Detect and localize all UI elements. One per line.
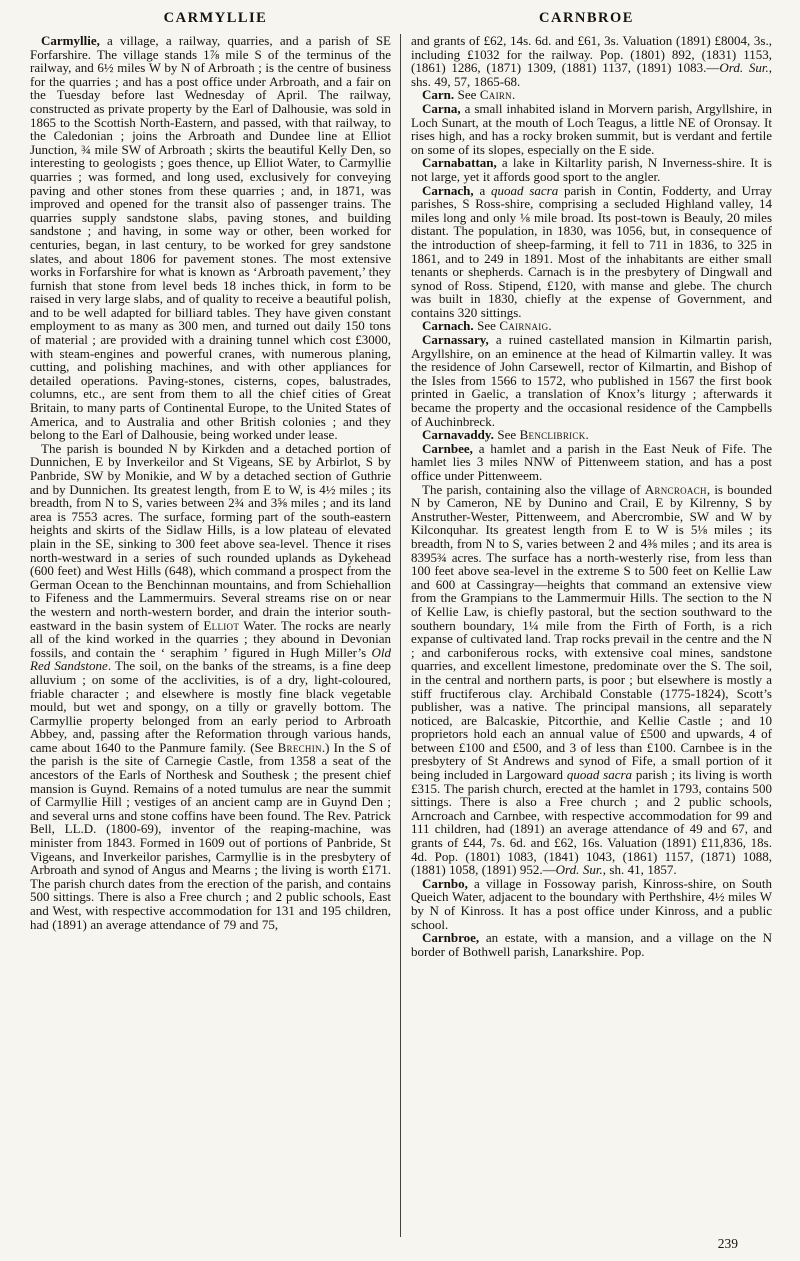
entry-paragraph [411, 931, 772, 958]
entry-text: and grants of £62, 14s. 6d. and £61, 3s. Valuation (1891) £8004, 3s., including £1032 for the railway. Pop. (1801) 892, (1831) 1153, (1861) 1286, (1871) 1309, (1881) 1137, (1891) 1083.— [411, 33, 772, 76]
entry-text: The parish, containing also the village of [422, 481, 645, 497]
entry-text: . [585, 427, 589, 443]
entry-text: Old Red Sandstone [30, 644, 391, 674]
entry-text: quoad sacra [491, 182, 559, 198]
entry-paragraph [30, 442, 391, 931]
entry-text: Brechin [277, 739, 322, 755]
entry-text: . [511, 87, 516, 103]
entry-text: a lake in Kiltarlity parish, N Inverness-shire. It is not large, yet it affords good sport to the angler. [411, 155, 772, 184]
entry-paragraph [411, 877, 772, 931]
entry-text: a small inhabited island in Morvern parish, Argyllshire, in Loch Sunart, at the mouth of Loch Teagus, a little NE of Oronsay. It rises high, and has a rocky broken summit, but is verdant and fertile on some of its slopes, especially on the E side. [411, 100, 772, 157]
entry-text: a ruined castellated mansion in Kilmartin parish, Argyllshire, on an eminence at the head of Kilmartin valley. It was the residence of John Carsewell, rector of Kilmartin, and Bishop of the Isles from 1566 to 1572, who published in 1567 the first book printed in Gaelic, a translation of Knox’s liturgy ; afterwards it became the property and the occasional residence of the Campbells of Auchinbreck. [411, 332, 772, 429]
entry-name: Carnabattan, [422, 155, 497, 171]
left-column-header: CARMYLLIE [163, 10, 268, 26]
entry-paragraph [411, 156, 772, 183]
entry-text: Water. The rocks are nearly all of the kind worked in the quarries ; they abound in Devonian fossils, and contain the ‘ seraphim ’ figured in Hugh Miller’s [30, 617, 391, 660]
right-column-header: CARNBROE [539, 10, 634, 26]
entry-text: Benclibrick [519, 427, 586, 443]
entry-name: Carmyllie, [41, 33, 100, 48]
entry-paragraph [411, 88, 772, 102]
page-number: 239 [712, 1236, 738, 1252]
entry-text: The parish is bounded N by Kirkden and a detached portion of Dunnichen, E by Inverkeilor and St Vigeans, SE by Arbirlot, S by Panbride, SW by Monikie, and W by a detached section of Guthrie and by Dunnichen. Its greatest length, from E to W, is 4½ miles ; its breadth, from N to S, varies between 2¾ and 3⅝ miles ; and its land area is 7553 acres. The surface, forming part of the south-eastern heights and skirts of the Sidlaw Hills, is a low plateau of elevated plain in the SE, sinking to 300 feet above sea-level. Thence it rises north-westward in a series of such rounded uplands as Dykehead (600 feet) and West Hills (648), which command a prospect from the German Ocean to the Benchinnan mountains, and from Schiehallion to Fifeness and the Lammermuirs. Several streams rise on or near the western and north-western border, and drain the interior south-eastward in the basin system of [30, 440, 391, 633]
entry-name: Carnassary, [422, 332, 489, 348]
entry-text: Elliot [203, 617, 240, 633]
entry-text: See [473, 318, 500, 334]
entry-text: Arncroach [644, 481, 707, 497]
entry-text: . [548, 318, 552, 334]
entry-text: See [454, 87, 480, 103]
entry-text: Cairn [479, 87, 512, 103]
entry-text: Ord. Sur. [719, 60, 769, 76]
entry-paragraph [411, 102, 772, 156]
entry-text: . The soil, on the banks of the streams, is a fine deep alluvium ; on some of the acclivities, is of a dry, light-coloured, friable character ; and elsewhere is mostly fine black vegetable mould, but wet and spongy, on a tilly or gravelly bottom. The Carmyllie property belonged from an early period to Arbroath Abbey, and, passing after the Reformation through various hands, came about 1640 to the Panmure family. (See [30, 658, 391, 755]
entry-text: parish in Contin, Fodderty, and Urray parishes, S Ross-shire, comprising a secluded Highland valley, 14 miles long and only ⅛ mile broad. Its post-town is Beauly, 20 miles distant. The population, in 1830, was 1056, but, in consequence of the introduction of sheep-farming, it fell to 711 in 1836, to 325 in 1861, and to 249 in 1891. Most of the inhabitants are either small tenants or shepherds. Carnach is in the presbytery of Dingwall and synod of Ross. Stipend, £120, with manse and glebe. The church was built in 1830, chiefly at the expense of Government, and contains 320 sittings. [411, 182, 772, 320]
entry-text: .) In the S of the parish is the site of Carnegie Castle, from 1358 a seat of the ancestors of the Earls of Northesk and Southesk ; the present chief mansion is Guynd. Remains of a noted tumulus are near the summit of Carmyllie Hill ; vestiges of an ancient camp are in Guynd Den ; and several urns and stone coffins have been found. The Rev. Patrick Bell, LL.D. (1800-69), inventor of the reaping-machine, was minister from 1843. Formed in 1609 out of portions of Panbride, St Vigeans, and Inverkeilor parishes, Carmyllie is in the presbytery of Arbroath and synod of Angus and Mearns ; the living is worth £171. The parish church dates from the erection of the parish, and contains 500 sittings. There is also a Free church ; and 2 public schools, East and West, with respective accommodation for 131 and 195 children, had (1891) an average attendance of 79 and 75, [30, 739, 391, 932]
entry-paragraph [411, 333, 772, 428]
entry-paragraph [411, 442, 772, 483]
entry-text: parish ; its living is worth £315. The parish church, erected at the hamlet in 1793, contains 500 sittings. There is also a Free church ; and 2 public schools, Arncroach and Carnbee, with respective accommodation for 99 and 111 children, had (1891) an average attendance of 49 and 67, and grants of £44, 7s. 6d. and £62, 16s. Valuation (1891) £11,836, 18s. 4d. Pop. (1801) 1083, (1841) 1043, (1861) 1157, (1871) 1088, (1881) 1058, (1891) 952.— [411, 767, 772, 878]
entry-text: quoad sacra [566, 767, 633, 783]
entry-text: Ord. Sur. [555, 862, 603, 878]
entry-name: Carn. [422, 87, 455, 103]
entry-paragraph [411, 483, 772, 877]
entry-paragraph [411, 428, 772, 442]
entry-text: a hamlet and a parish in the East Neuk of Fife. The hamlet lies 3 miles NNW of Pittenweem station, and has a post office under Pittenweem. [411, 440, 772, 483]
left-column [30, 34, 400, 1237]
entry-text: an estate, with a mansion, and a village on the N border of Bothwell parish, Lanarkshire. Pop. [411, 930, 772, 959]
entry-text: , sh. 41, 1857. [602, 862, 677, 878]
entry-name: Carnbee, [422, 440, 473, 456]
entry-paragraph [411, 34, 772, 88]
entry-name: Carnach. [422, 318, 474, 334]
entry-name: Carnbroe, [422, 930, 480, 946]
entry-text: a village in Fossoway parish, Kinross-shire, on South Queich Water, adjacent to the boundary with Perthshire, 4½ miles W by N of Kinross. It has a post office under Kinross, and a public school. [411, 875, 772, 932]
entry-paragraph [411, 319, 772, 333]
entry-text: Cairnaig [499, 318, 549, 334]
entry-text: a village, a railway, quarries, and a parish of SE Forfarshire. The village stands 1⅞ mile S of the terminus of the railway, and 6½ miles W by N of Arbroath ; is the centre of business for the quarries ; and has a post office under Arbroath, and a fair on the Tuesday before last Wednesday of April. The railway, constructed as private property by the Earl of Dalhousie, was sold in 1865 to the Scottish North-Eastern, and passed, with that railway, to the Caledonian ; joins the Arbroath and Dundee line at Elliot Junction, ¾ mile SW of Arbroath ; skirts the beautiful Kelly Den, so interesting to geologists ; goes thence, up Elliot Water, to Carmyllie quarries ; was formed, and long used, exclusively for conveying paving and other stones from these quarries ; and, in 1871, was improved and opened for the transit also of passenger trains. The quarries supply sandstone slabs, paving stones, and building sandstone ; and having, in some way or other, been worked for centuries, began, in last century, to be worked for grey sandstone slates, and about 1806 for pavement stones. The most extensive works in Forfarshire for what is known as ‘Arbroath pavement,’ they furnish that stone from level beds 18 inches thick, in form to be raised in very large slabs, and of quality to receive a beautiful polish, and to be well adapted for billiard tables. They have given constant employment to as many as 300 men, and turned out daily 150 tons of material ; are provided with a draining tunnel which cost £3000, with steam-engines and powerful cranes, with numerous planing, cutting, and polishing machines, and with other appliances for detailed operations. Paving-stones, cisterns, copes, balustrades, columns, etc., are sent from them to all the chief cities of Great Britain, to many parts of Continental Europe, to the United States of America, and to Australia and other British colonies ; and they belong to the Earl of Dalhousie, being worked under lease. [30, 33, 391, 443]
entry-name: Carnavaddy. [422, 427, 494, 443]
entry-text: , shs. 49, 57, 1865-68. [411, 60, 772, 89]
entry-name: Carna, [422, 100, 461, 116]
entry-name: Carnach, [422, 182, 474, 198]
entry-text: See [493, 427, 520, 443]
right-column [401, 34, 772, 1237]
text-columns [30, 34, 772, 1237]
entry-name: Carnbo, [422, 875, 468, 891]
entry-paragraph [30, 34, 391, 442]
entry-text: , is bounded N by Cameron, NE by Dunino and Crail, E by Kilrenny, S by Anstruther-Wester, Pittenweem, and Abercrombie, SW and W by Kilconquhar. Its greatest length from E to W is 5⅛ miles ; its breadth, from N to S, varies between 2 and 4⅜ miles ; and its area is 8395¾ acres. The surface has a north-westerly rise, from less than 100 feet above sea-level in the extreme S to 500 feet on Kellie Law and 600 at Cassingray—heights that command an extensive view from the Grampians to the Lammermuir Hills. The section to the N of Kellie Law, is chiefly pastoral, but the section southward to the southern boundary, 1¼ mile from the Firth of Forth, is a rich expanse of cultivated land. Trap rocks prevail in the centre and the N ; and carboniferous rocks, with extensive coal mines, sandstone quarries, and excellent limestone, predominate over the S. The soil, in the central and northern parts, is poor ; but elsewhere is mostly a stiff fructiferous clay. Archibald Constable (1775-1824), Scott’s publisher, was a native. The principal mansions, all separately noticed, are Balcaskie, Pitcorthie, and Kellie Castle ; and 10 proprietors hold each an annual value of £500 and upwards, 4 of between £100 and £500, and 3 of less than £100. Carnbee is in the presbytery of St Andrews and synod of Fife, a small portion of it being included in Largoward [411, 481, 772, 783]
running-head [30, 10, 772, 27]
entry-paragraph [411, 184, 772, 320]
entry-text: a [473, 182, 492, 198]
